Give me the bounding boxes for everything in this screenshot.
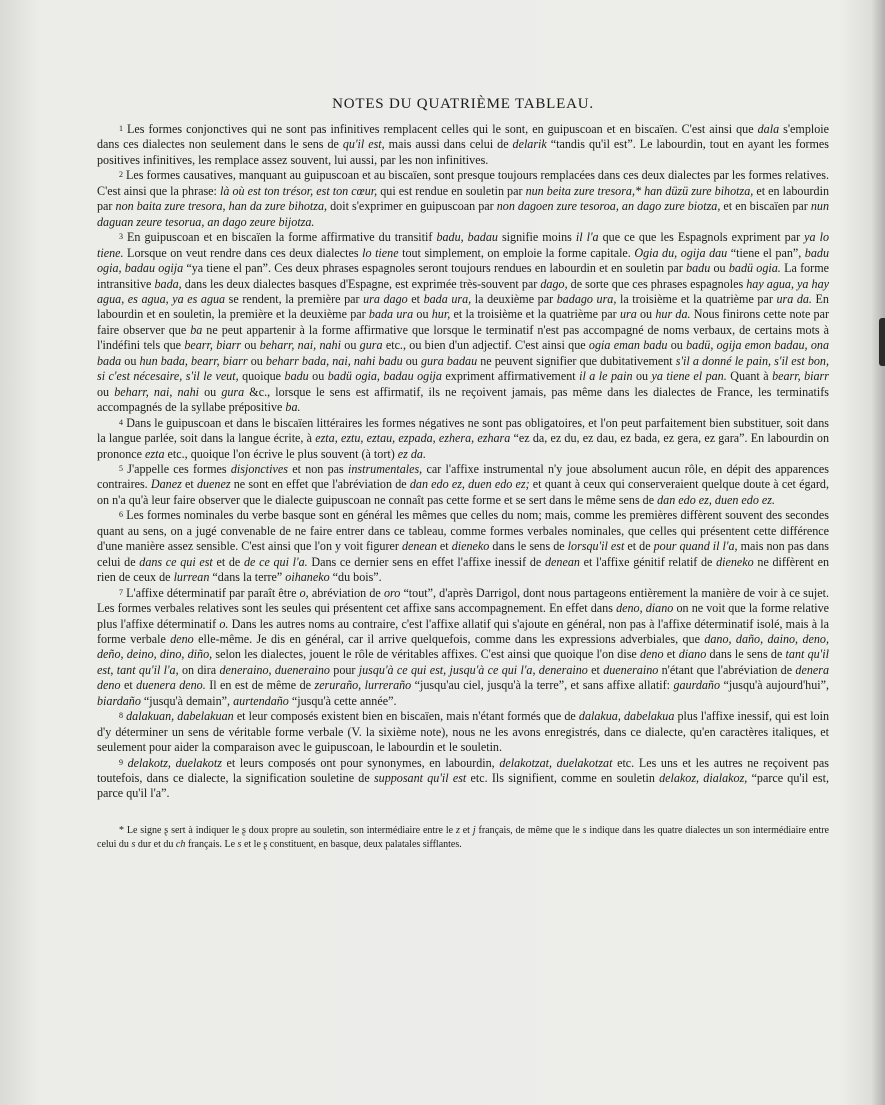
note-text: delakotz, duelakotz et leurs composés ont pour synonymes, en labourdin, delakotzat, duelakotzat etc. Les uns et les autres ne reçoivent pas toutefois, dans ce dialecte, la signification souletine de supposant qu'il est etc. Ils signifient, comme en souletin delakoz, dialakoz, “parce qu'il est, parce qu'il l'a”.	[97, 755, 830, 801]
notes-list	[97, 122, 829, 802]
note-paragraph	[97, 168, 829, 230]
note-number: 4	[119, 417, 123, 427]
note-number: 2	[119, 170, 123, 180]
page-title: NOTES DU QUATRIÈME TABLEAU.	[332, 96, 594, 112]
note-paragraph	[97, 709, 829, 755]
binding-mark	[879, 318, 885, 366]
note-text: Les formes conjonctives qui ne sont pas infinitives remplacent celles qui le sont, en guipuscoan et en biscaïen. C'est ainsi que dala s'emploie dans ces dialectes non seulement dans le sens de qu'il est, mais aussi dans celui de delarik “tandis qu'il est”. Le labourdin, tout en ayant les formes positives infinitives, les remplace assez souvent, lui aussi, par les non infinitives.	[97, 122, 830, 167]
note-text: En guipuscoan et en biscaïen la forme affirmative du transitif badu, badau signifie moins il l'a que ce que les Espagnols expriment par ya lo tiene. Lorsque on veut rendre dans ces deux dialectes lo tiene tout simplement, on emploie la forme capitale. Ogia du, ogija dau “tiene el pan”, badu ogia, badau ogija “ya tiene el pan”. Ces deux phrases espagnoles seront toujours rendues en labourdin et en souletin par badu ou badü ogia. La forme intransitive bada, dans les deux dialectes basques d'Espagne, est exprimée très-souvent par dago, de sorte que ces phrases espagnoles hay agua, ya hay agua, es agua, ya es agua se rendent, la première par ura dago et bada ura, la deuxième par badago ura, la troisième et la quatrième par ura da. En labourdin et en souletin, la première et la deuxième par bada ura ou hur, et la troisième et la quatrième par ura ou hur da. Nous finirons cette note par faire observer que ba ne peut appartenir à la forme affirmative que lorsque le terminatif n'est pas accompagné de noms verbaux, de certains mots à l'indéfini tels que bearr, biarr ou beharr, nai, nahi ou gura etc., ou bien d'un adjectif. C'est ainsi que ogia eman badu ou badü, ogija emon badau, ona bada ou hun bada, bearr, biarr ou beharr bada, nai, nahi badu ou gura badau ne peuvent signifier que dubitativement s'il a donné le pain, s'il est bon, si c'est nécesaire, s'il le veut, quoique badu ou badü ogia, badau ogija expriment affirmativement il a le pain ou ya tiene el pan. Quant à bearr, biarr ou beharr, nai, nahi ou gura &c., lorsque le sens est affirmatif, ils ne reçoivent jamais, pas même dans les dialectes de France, les terminatifs accompagnés de la syllabe prépositive ba.	[97, 230, 830, 415]
note-text: Dans le guipuscoan et dans le biscaïen littéraires les formes négatives ne sont pas obligatoires, et l'on peut parfaitement bien substituer, soit dans la langue parlée, soit dans la langue écrite, à ezta, eztu, eztau, ezpada, ezhera, ezhara “ez da, ez du, ez dau, ez bada, ez gera, ez gara”. En labourdin on prononce ezta etc., quoique l'on écrive le plus souvent (à tort) ez da.	[97, 415, 829, 461]
note-paragraph	[97, 230, 829, 415]
note-paragraph	[97, 756, 829, 802]
note-number: 7	[119, 587, 123, 597]
note-number: 5	[119, 463, 123, 473]
note-number: 9	[119, 757, 123, 767]
note-text: J'appelle ces formes disjonctives et non pas instrumentales, car l'affixe instrumental n'y joue absolument aucun rôle, en dépit des apparences contraires. Danez et duenez ne sont en effet que l'abréviation de dan edo ez, duen edo ez; et quant à ceux qui conserveraient quelque doute à cet égard, on n'a qu'à leur faire observer que le dialecte guipuscoan ne connaît pas cette forme et se sert dans le même sens de dan edo ez, duen edo ez.	[97, 461, 829, 507]
page-edge-shadow	[871, 0, 885, 1105]
note-paragraph	[97, 416, 829, 462]
note-text: dalakuan, dabelakuan et leur composés existent bien en biscaïen, mais n'étant formés que de dalakua, dabelakua plus l'affixe inessif, qui est loin d'y déterminer un sens de véritable forme verbale (V. la sixième note), nous ne les avons enregistrés, dans ce dialecte, qu'en caractères italiques, et seulement pour aider la comparaison avec le guipuscoan, le labourdin et le souletin.	[97, 709, 830, 755]
note-paragraph	[97, 462, 829, 508]
footnote: * Le signe ʂ sert à indiquer le ʂ doux propre au souletin, son intermédiaire entre le z et j français, de même que le s indique dans les quatre dialectes un son intermédiaire entre celui du s dur et du ch français. Le s et le ʂ constituent, en basque, deux palatales sifflantes.	[97, 824, 829, 850]
note-text: L'affixe déterminatif par paraît être o, abréviation de oro “tout”, d'après Darrigol, dont nous partageons entièrement la manière de voir à ce sujet. Les formes verbales relatives sont les seules qui présentent cet affixe sans accompagnement. En effet dans deno, diano on ne voit que la forme relative plus l'affixe déterminatif o. Dans les autres noms au contraire, c'est l'affixe allatif qui s'ajoute en général, non pas à l'affixe déterminatif isolé, mais à la forme verbale deno elle-même. Je dis en général, car il arrive quelquefois, comme dans les expressions adverbiales, que dano, daño, daino, deno, deño, deino, dino, diño, selon les dialectes, jouent le rôle de véritables affixes. C'est ainsi que quoique l'on dise deno et diano dans le sens de tant qu'il est, tant qu'il l'a, on dira deneraino, dueneraino pour jusqu'à ce qui est, jusqu'à ce qui l'a, deneraino et dueneraino n'étant que l'abréviation de denera deno et duenera deno. Il en est de même de zeruraño, lurreraño “jusqu'au ciel, jusqu'à la terre”, et sans affixe allatif: gaurdaño “jusqu'à aujourd'hui”, biardaño “jusqu'à demain”, aurtendaño “jusqu'à cette année”.	[97, 585, 830, 708]
note-number: 8	[119, 711, 123, 721]
note-text: Les formes causatives, manquant au guipuscoan et au biscaïen, sont presque toujours remplacées dans ces deux dialectes par les formes relatives. C'est ainsi que la phrase: là où est ton trésor, est ton cœur, qui est rendue en souletin par nun beita zure tresora,* han düzü zure bihotza, et en labourdin par non baita zure tresora, han da zure bihotza, doit s'exprimer en guipuscoan par non dagoen zure tesoroa, an dago zure biotza, et en biscaïen par nun daguan zeure tesorua, an dago zeure bijotza.	[97, 168, 829, 229]
note-number: 3	[119, 232, 123, 242]
note-paragraph	[97, 508, 829, 585]
note-number: 6	[119, 510, 123, 520]
note-paragraph	[97, 586, 829, 710]
note-paragraph	[97, 122, 829, 168]
note-number: 1	[119, 124, 123, 133]
page-content	[97, 96, 829, 862]
note-text: Les formes nominales du verbe basque sont en général les mêmes que celles du nom; mais, comme les premières diffèrent souvent des secondes quant au sens, on a jugé convenable de ne faire entrer dans ce tableau, comme formes verbales nominales, que celles qui présentent cette différence d'une manière assez sensible. C'est ainsi que l'on y voit figurer denean et dieneko dans le sens de lorsqu'il est et de pour quand il l'a, mais non pas dans celui de dans ce qui est et de de ce qui l'a. Dans ce dernier sens en effet l'affixe inessif de denean et l'affixe génitif relatif de dieneko ne diffèrent en rien de ceux de lurrean “dans la terre” oihaneko “du bois”.	[97, 508, 830, 585]
